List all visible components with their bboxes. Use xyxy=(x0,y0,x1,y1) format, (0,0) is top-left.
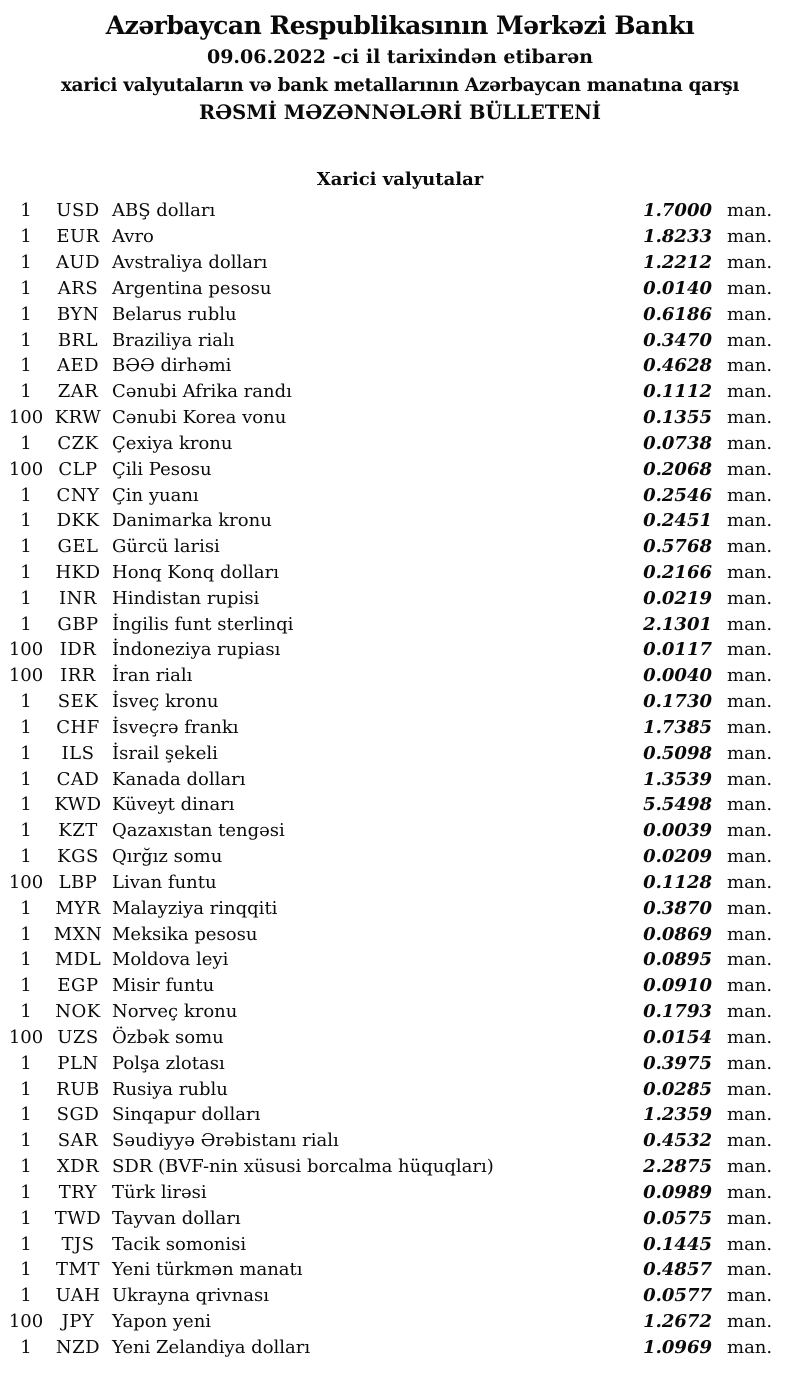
unit-label-cell: man. xyxy=(727,1336,773,1358)
rate-value-cell: 0.1793 xyxy=(643,1001,712,1023)
table-row xyxy=(0,250,800,276)
rate-value-cell: 0.0575 xyxy=(643,1207,712,1229)
currency-code-cell: CHF xyxy=(56,716,100,738)
quantity-cell: 100 xyxy=(8,407,44,429)
quantity-cell: 1 xyxy=(20,432,32,454)
currency-code-cell: KZT xyxy=(58,820,98,842)
table-row xyxy=(0,895,800,921)
currency-code-cell: LBP xyxy=(58,871,98,893)
currency-code-cell: XDR xyxy=(56,1156,100,1178)
table-row xyxy=(0,353,800,379)
table-row xyxy=(0,663,800,689)
quantity-cell: 100 xyxy=(8,639,44,661)
currency-name-cell: Danimarka kronu xyxy=(112,510,272,532)
currency-name-cell: Norveç kronu xyxy=(112,1001,238,1023)
currency-code-cell: EGP xyxy=(57,975,99,997)
unit-label-cell: man. xyxy=(727,1001,773,1023)
quantity-cell: 1 xyxy=(20,1181,32,1203)
rate-value-cell: 0.0154 xyxy=(643,1026,712,1048)
currency-name-cell: İsrail şekeli xyxy=(112,742,218,764)
table-row xyxy=(0,1231,800,1257)
table-row xyxy=(0,301,800,327)
rate-value-cell: 0.3870 xyxy=(643,897,712,919)
currency-name-cell: Türk lirəsi xyxy=(112,1181,207,1203)
currency-code-cell: TJS xyxy=(61,1233,95,1255)
currency-code-cell: GEL xyxy=(57,536,99,558)
currency-name-cell: İsveç kronu xyxy=(112,691,219,713)
rate-value-cell: 0.0910 xyxy=(643,975,712,997)
table-row xyxy=(0,198,800,224)
currency-code-cell: ZAR xyxy=(57,381,99,403)
table-row xyxy=(0,1154,800,1180)
bulletin-subtitle: xarici valyutaların və bank metallarının Azərbaycan manatına qarşı xyxy=(60,75,740,96)
rate-value-cell: 1.2212 xyxy=(643,252,712,274)
quantity-cell: 100 xyxy=(8,665,44,687)
bank-name-title: Azərbaycan Respublikasının Mərkəzi Bankı xyxy=(105,11,695,40)
quantity-cell: 1 xyxy=(20,1336,32,1358)
unit-label-cell: man. xyxy=(727,1181,773,1203)
unit-label-cell: man. xyxy=(727,1156,773,1178)
currency-code-cell: RUB xyxy=(56,1078,100,1100)
page-header xyxy=(0,0,800,126)
quantity-cell: 1 xyxy=(20,587,32,609)
rate-value-cell: 0.4857 xyxy=(643,1259,712,1281)
unit-label-cell: man. xyxy=(727,768,773,790)
currency-code-cell: ILS xyxy=(61,742,95,764)
currency-name-cell: Qırğız somu xyxy=(112,846,223,868)
table-row xyxy=(0,999,800,1025)
currency-code-cell: ARS xyxy=(57,277,99,299)
currency-name-cell: ABŞ dolları xyxy=(112,200,216,222)
currency-name-cell: Braziliya rialı xyxy=(112,329,235,351)
quantity-cell: 1 xyxy=(20,355,32,377)
table-row xyxy=(0,792,800,818)
unit-label-cell: man. xyxy=(727,846,773,868)
rate-value-cell: 2.2875 xyxy=(643,1156,712,1178)
rate-value-cell: 0.0989 xyxy=(643,1181,712,1203)
currency-name-cell: Yapon yeni xyxy=(112,1311,212,1333)
quantity-cell: 1 xyxy=(20,923,32,945)
currency-name-cell: Polşa zlotası xyxy=(112,1052,225,1074)
unit-label-cell: man. xyxy=(727,665,773,687)
quantity-cell: 100 xyxy=(8,458,44,480)
rate-value-cell: 0.1445 xyxy=(643,1233,712,1255)
quantity-cell: 1 xyxy=(20,897,32,919)
unit-label-cell: man. xyxy=(727,200,773,222)
rate-value-cell: 1.7000 xyxy=(643,200,712,222)
table-row xyxy=(0,1128,800,1154)
rate-value-cell: 0.0219 xyxy=(643,587,712,609)
rate-value-cell: 0.0040 xyxy=(643,665,712,687)
quantity-cell: 1 xyxy=(20,1130,32,1152)
unit-label-cell: man. xyxy=(727,1026,773,1048)
rate-value-cell: 0.0895 xyxy=(643,949,712,971)
unit-label-cell: man. xyxy=(727,329,773,351)
unit-label-cell: man. xyxy=(727,484,773,506)
currency-code-cell: TWD xyxy=(54,1207,102,1229)
quantity-cell: 1 xyxy=(20,303,32,325)
rate-value-cell: 2.1301 xyxy=(643,613,712,635)
rate-value-cell: 0.1355 xyxy=(643,407,712,429)
effective-date-line: 09.06.2022 -ci il tarixindən etibarən xyxy=(206,46,593,68)
quantity-cell: 1 xyxy=(20,1156,32,1178)
rate-value-cell: 1.2672 xyxy=(643,1311,712,1333)
currency-name-cell: Belarus rublu xyxy=(112,303,237,325)
currency-name-cell: Gürcü larisi xyxy=(112,536,220,558)
currency-name-cell: Cənubi Afrika randı xyxy=(112,381,292,403)
unit-label-cell: man. xyxy=(727,923,773,945)
unit-label-cell: man. xyxy=(727,639,773,661)
currency-name-cell: Avro xyxy=(112,226,154,248)
quantity-cell: 100 xyxy=(8,1026,44,1048)
currency-name-cell: Yeni Zelandiya dolları xyxy=(112,1336,311,1358)
table-row xyxy=(0,1309,800,1335)
rate-value-cell: 1.3539 xyxy=(643,768,712,790)
table-row xyxy=(0,947,800,973)
currency-code-cell: AED xyxy=(56,355,100,377)
unit-label-cell: man. xyxy=(727,1052,773,1074)
rate-value-cell: 0.5768 xyxy=(643,536,712,558)
quantity-cell: 1 xyxy=(20,768,32,790)
quantity-cell: 1 xyxy=(20,536,32,558)
rate-value-cell: 0.6186 xyxy=(643,303,712,325)
quantity-cell: 1 xyxy=(20,1233,32,1255)
quantity-cell: 1 xyxy=(20,691,32,713)
table-row xyxy=(0,818,800,844)
table-row xyxy=(0,766,800,792)
unit-label-cell: man. xyxy=(727,691,773,713)
unit-label-cell: man. xyxy=(727,871,773,893)
rate-value-cell: 1.7385 xyxy=(643,716,712,738)
currency-code-cell: SAR xyxy=(57,1130,99,1152)
currency-name-cell: Hindistan rupisi xyxy=(112,587,260,609)
unit-label-cell: man. xyxy=(727,432,773,454)
rate-value-cell: 1.2359 xyxy=(643,1104,712,1126)
currency-name-cell: Çin yuanı xyxy=(112,484,199,506)
currency-code-cell: MYR xyxy=(55,897,101,919)
quantity-cell: 1 xyxy=(20,1259,32,1281)
currency-code-cell: UAH xyxy=(55,1285,101,1307)
currency-code-cell: KGS xyxy=(57,846,99,868)
currency-name-cell: İsveçrə frankı xyxy=(112,716,239,738)
rate-value-cell: 0.4628 xyxy=(643,355,712,377)
currency-name-cell: Qazaxıstan tengəsi xyxy=(112,820,285,842)
quantity-cell: 1 xyxy=(20,1001,32,1023)
currency-code-cell: EUR xyxy=(56,226,100,248)
unit-label-cell: man. xyxy=(727,1311,773,1333)
table-row xyxy=(0,1179,800,1205)
currency-name-cell: Ukrayna qrivnası xyxy=(112,1285,269,1307)
rate-value-cell: 0.2451 xyxy=(643,510,712,532)
quantity-cell: 1 xyxy=(20,200,32,222)
table-row xyxy=(0,1257,800,1283)
currency-code-cell: CAD xyxy=(56,768,100,790)
bulletin-title: RƏSMİ MƏZƏNNƏLƏRİ BÜLLETENİ xyxy=(198,101,602,124)
quantity-cell: 1 xyxy=(20,1104,32,1126)
unit-label-cell: man. xyxy=(727,536,773,558)
table-row xyxy=(0,534,800,560)
currency-code-cell: IRR xyxy=(60,665,96,687)
currency-code-cell: UZS xyxy=(57,1026,99,1048)
unit-label-cell: man. xyxy=(727,407,773,429)
unit-label-cell: man. xyxy=(727,1130,773,1152)
unit-label-cell: man. xyxy=(727,587,773,609)
quantity-cell: 1 xyxy=(20,252,32,274)
currency-name-cell: Tacik somonisi xyxy=(112,1233,247,1255)
table-row xyxy=(0,482,800,508)
currency-code-cell: TRY xyxy=(58,1181,98,1203)
currency-code-cell: BYN xyxy=(56,303,100,325)
table-row xyxy=(0,740,800,766)
unit-label-cell: man. xyxy=(727,277,773,299)
currency-code-cell: SGD xyxy=(56,1104,100,1126)
currency-name-cell: Malayziya rinqqiti xyxy=(112,897,278,919)
unit-label-cell: man. xyxy=(727,1233,773,1255)
currency-name-cell: Misir funtu xyxy=(112,975,215,997)
currency-code-cell: AUD xyxy=(55,252,101,274)
quantity-cell: 1 xyxy=(20,846,32,868)
currency-code-cell: HKD xyxy=(55,562,101,583)
exchange-rates-table xyxy=(0,198,800,1360)
unit-label-cell: man. xyxy=(727,716,773,738)
currency-code-cell: SEK xyxy=(57,691,99,713)
table-row xyxy=(0,1283,800,1309)
rate-value-cell: 1.8233 xyxy=(643,226,712,248)
unit-label-cell: man. xyxy=(727,1078,773,1100)
rate-value-cell: 0.5098 xyxy=(643,742,712,764)
currency-code-cell: MDL xyxy=(54,949,102,971)
unit-label-cell: man. xyxy=(727,1259,773,1281)
table-row xyxy=(0,1102,800,1128)
quantity-cell: 1 xyxy=(20,329,32,351)
currency-name-cell: Kanada dolları xyxy=(112,768,246,790)
currency-code-cell: NOK xyxy=(55,1001,101,1023)
unit-label-cell: man. xyxy=(727,510,773,532)
currency-code-cell: PLN xyxy=(57,1052,99,1074)
rate-value-cell: 0.1128 xyxy=(643,871,712,893)
unit-label-cell: man. xyxy=(727,458,773,480)
unit-label-cell: man. xyxy=(727,355,773,377)
unit-label-cell: man. xyxy=(727,613,773,635)
rate-value-cell: 5.5498 xyxy=(643,794,712,816)
quantity-cell: 1 xyxy=(20,1078,32,1100)
table-row xyxy=(0,275,800,301)
table-row xyxy=(0,844,800,870)
currency-name-cell: Səudiyyə Ərəbistanı rialı xyxy=(112,1130,339,1152)
table-row xyxy=(0,637,800,663)
unit-label-cell: man. xyxy=(727,1104,773,1126)
quantity-cell: 1 xyxy=(20,794,32,816)
quantity-cell: 1 xyxy=(20,975,32,997)
quantity-cell: 1 xyxy=(20,381,32,403)
unit-label-cell: man. xyxy=(727,742,773,764)
unit-label-cell: man. xyxy=(727,897,773,919)
quantity-cell: 1 xyxy=(20,613,32,635)
currency-code-cell: CLP xyxy=(58,458,98,480)
rate-value-cell: 0.0738 xyxy=(643,432,712,454)
table-row xyxy=(0,921,800,947)
currency-name-cell: Honq Konq dolları xyxy=(112,562,279,583)
rate-value-cell: 1.0969 xyxy=(643,1336,712,1358)
rate-value-cell: 0.0577 xyxy=(643,1285,712,1307)
unit-label-cell: man. xyxy=(727,226,773,248)
currency-name-cell: Avstraliya dolları xyxy=(112,252,268,274)
table-row xyxy=(0,508,800,534)
currency-name-cell: Sinqapur dolları xyxy=(112,1104,261,1126)
quantity-cell: 1 xyxy=(20,716,32,738)
rate-value-cell: 0.2068 xyxy=(643,458,712,480)
quantity-cell: 1 xyxy=(20,1285,32,1307)
table-row xyxy=(0,405,800,431)
currency-name-cell: Meksika pesosu xyxy=(112,923,258,945)
currency-name-cell: Çili Pesosu xyxy=(112,458,212,480)
quantity-cell: 100 xyxy=(8,1311,44,1333)
currency-name-cell: İndoneziya rupiası xyxy=(112,639,281,661)
quantity-cell: 1 xyxy=(20,226,32,248)
currency-name-cell: Rusiya rublu xyxy=(112,1078,228,1100)
currency-name-cell: İran rialı xyxy=(112,665,193,687)
rate-value-cell: 0.3470 xyxy=(643,329,712,351)
table-row xyxy=(0,1076,800,1102)
quantity-cell: 1 xyxy=(20,1052,32,1074)
currency-code-cell: CNY xyxy=(56,484,100,506)
currency-code-cell: GBP xyxy=(57,613,99,635)
unit-label-cell: man. xyxy=(727,562,773,583)
currency-name-cell: SDR (BVF-nin xüsusi borcalma hüquqları) xyxy=(112,1156,494,1178)
rate-value-cell: 0.0140 xyxy=(643,277,712,299)
table-row xyxy=(0,379,800,405)
quantity-cell: 1 xyxy=(20,484,32,506)
table-row xyxy=(0,1205,800,1231)
quantity-cell: 1 xyxy=(20,742,32,764)
quantity-cell: 1 xyxy=(20,820,32,842)
currency-name-cell: Livan funtu xyxy=(112,871,217,893)
currency-name-cell: Özbək somu xyxy=(112,1026,224,1048)
unit-label-cell: man. xyxy=(727,381,773,403)
rate-value-cell: 0.4532 xyxy=(643,1130,712,1152)
currency-name-cell: Argentina pesosu xyxy=(112,277,272,299)
unit-label-cell: man. xyxy=(727,252,773,274)
currency-code-cell: IDR xyxy=(59,639,97,661)
currency-code-cell: CZK xyxy=(57,432,99,454)
rate-value-cell: 0.0209 xyxy=(643,846,712,868)
rate-value-cell: 0.1112 xyxy=(643,381,712,403)
currency-name-cell: Cənubi Korea vonu xyxy=(112,407,287,429)
quantity-cell: 1 xyxy=(20,277,32,299)
table-row xyxy=(0,585,800,611)
rate-value-cell: 0.1730 xyxy=(643,691,712,713)
table-row xyxy=(0,1334,800,1360)
currency-code-cell: TMT xyxy=(56,1259,100,1281)
rate-value-cell: 0.0039 xyxy=(643,820,712,842)
currency-name-cell: BƏƏ dirhəmi xyxy=(112,355,232,377)
currency-name-cell: Yeni türkmən manatı xyxy=(112,1259,303,1281)
currency-name-cell: Tayvan dolları xyxy=(112,1207,241,1229)
table-row xyxy=(0,870,800,896)
currency-code-cell: KWD xyxy=(54,794,102,816)
quantity-cell: 1 xyxy=(20,510,32,532)
table-row xyxy=(0,456,800,482)
rate-value-cell: 0.2546 xyxy=(643,484,712,506)
currency-code-cell: DKK xyxy=(56,510,100,532)
table-row xyxy=(0,1025,800,1051)
currency-code-cell: USD xyxy=(56,200,100,222)
quantity-cell: 1 xyxy=(20,949,32,971)
table-row xyxy=(0,327,800,353)
currency-name-cell: Çexiya kronu xyxy=(112,432,233,454)
unit-label-cell: man. xyxy=(727,1285,773,1307)
rate-value-cell: 0.0117 xyxy=(643,639,712,661)
section-title-foreign-currencies: Xarici valyutalar xyxy=(316,169,484,190)
table-row xyxy=(0,611,800,637)
unit-label-cell: man. xyxy=(727,794,773,816)
table-row xyxy=(0,430,800,456)
rate-value-cell: 0.2166 xyxy=(643,562,712,583)
currency-code-cell: KRW xyxy=(54,407,102,429)
unit-label-cell: man. xyxy=(727,949,773,971)
quantity-cell: 1 xyxy=(20,562,32,583)
unit-label-cell: man. xyxy=(727,820,773,842)
currency-name-cell: Küveyt dinarı xyxy=(112,794,235,816)
table-row xyxy=(0,1050,800,1076)
table-row xyxy=(0,973,800,999)
currency-name-cell: İngilis funt sterlinqi xyxy=(112,613,294,635)
quantity-cell: 1 xyxy=(20,1207,32,1229)
rate-value-cell: 0.3975 xyxy=(643,1052,712,1074)
table-row xyxy=(0,560,800,586)
currency-code-cell: NZD xyxy=(55,1336,101,1358)
currency-name-cell: Moldova leyi xyxy=(112,949,229,971)
table-row xyxy=(0,689,800,715)
rate-value-cell: 0.0285 xyxy=(643,1078,712,1100)
rate-value-cell: 0.0869 xyxy=(643,923,712,945)
unit-label-cell: man. xyxy=(727,1207,773,1229)
currency-code-cell: MXN xyxy=(53,923,103,945)
unit-label-cell: man. xyxy=(727,975,773,997)
currency-code-cell: JPY xyxy=(61,1311,95,1333)
currency-code-cell: BRL xyxy=(57,329,99,351)
unit-label-cell: man. xyxy=(727,303,773,325)
currency-code-cell: INR xyxy=(59,587,97,609)
quantity-cell: 100 xyxy=(8,871,44,893)
table-row xyxy=(0,224,800,250)
table-row xyxy=(0,715,800,741)
